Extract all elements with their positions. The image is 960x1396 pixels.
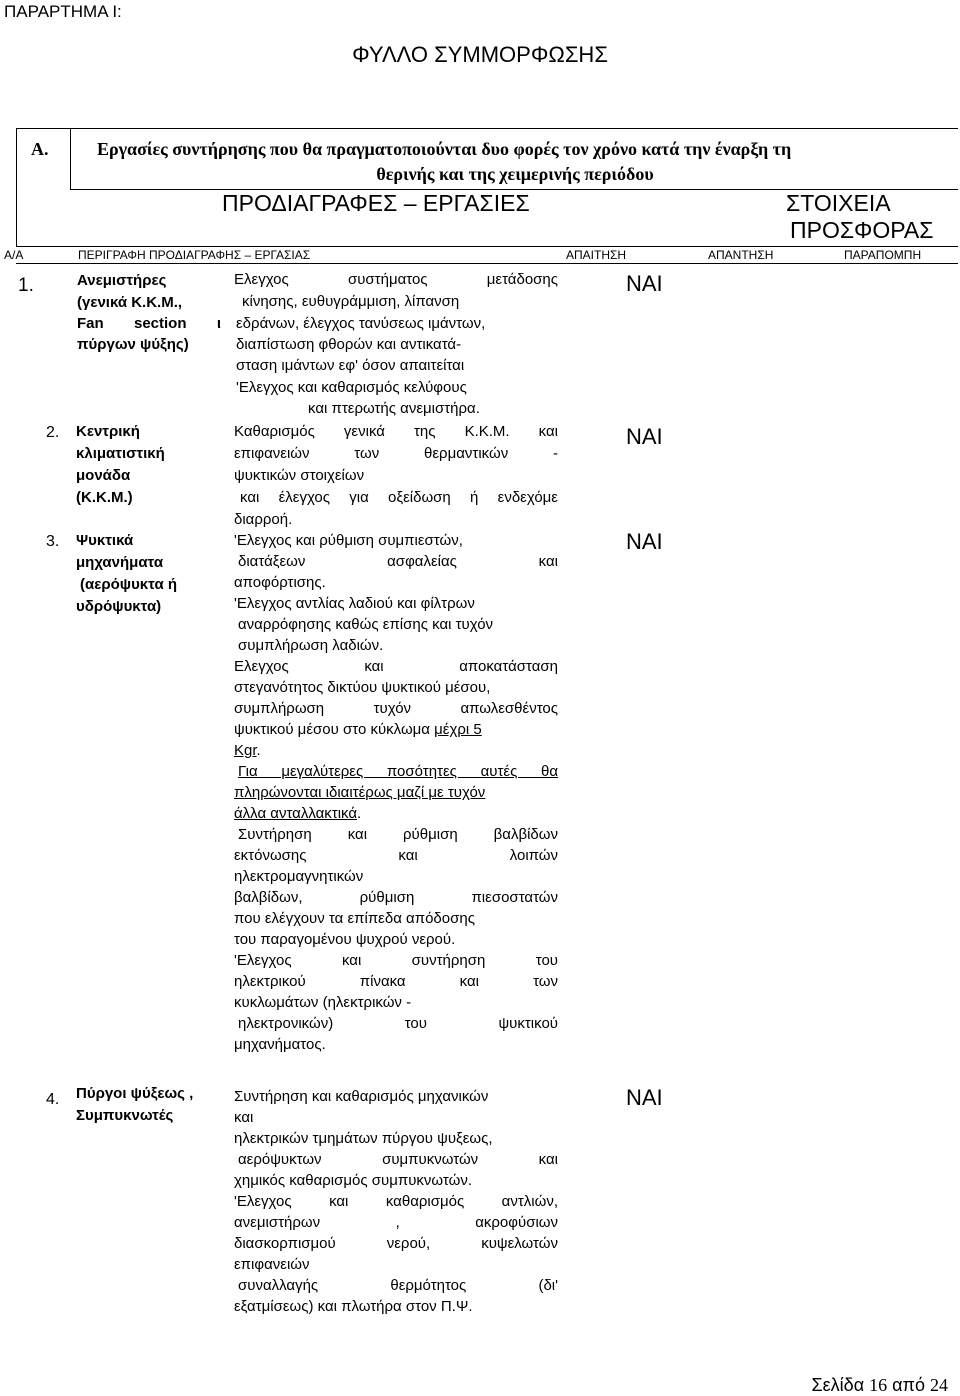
row-number: 4. — [46, 1091, 60, 1108]
requirement-yes: ΝΑΙ — [626, 424, 663, 449]
row-category: (αερόψυκτα ή — [80, 576, 178, 593]
row-description-line: πληρώνονται ιδιαιτέρως μαζί με τυχόν — [234, 784, 486, 801]
row-description-line: και έλεγχος για οξείδωση ή ενδεχόμε — [240, 489, 558, 506]
row-category: μηχανήματα — [76, 554, 164, 571]
row-description-line: ηλεκτρικών τμημάτων πύργου ψυξεως, — [234, 1130, 493, 1147]
row-category: Κεντρική — [76, 423, 140, 440]
refrigerant-unit-text: Kgr — [234, 742, 257, 759]
row-category: Πύργοι ψύξεως , — [76, 1085, 194, 1102]
footer-page-number: 16 — [869, 1375, 888, 1395]
row-description-line: Συντήρηση και καθαρισμός μηχανικών — [234, 1088, 489, 1105]
row-category: Συμπυκνωτές — [76, 1107, 174, 1124]
row-description-line: 'Ελεγχος και ρύθμιση συμπιεστών, — [234, 532, 463, 549]
row-description-line: κίνησης, ευθυγράμμιση, λίπανση — [242, 293, 460, 310]
row-description-line: διατάξεων ασφαλείας και — [238, 553, 558, 570]
row-category: υδρόψυκτα) — [76, 598, 162, 615]
row-description-line: ηλεκτρικού πίνακα και των — [234, 973, 558, 990]
row-description-line: που ελέγχουν τα επίπεδα απόδοσης — [234, 910, 475, 927]
specs-heading: ΠΡΟΔΙΑΓΡΑΦΕΣ – ΕΡΓΑΣΙΕΣ — [222, 190, 530, 216]
row-description-line: 'Ελεγχος και καθαρισμός αντλιών, — [234, 1193, 558, 1210]
row-category: (Κ.Κ.Μ.) — [76, 489, 133, 506]
document-title: ΦΥΛΛΟ ΣΥΜΜΟΡΦΩΣΗΣ — [352, 42, 608, 67]
offer-heading-line2: ΠΡΟΣΦΟΡΑΣ — [790, 217, 934, 243]
row-description-line: Ελεγχος συστήματος μετάδοσης — [234, 271, 558, 288]
requirement-yes: ΝΑΙ — [626, 1085, 663, 1110]
table-header-bottom-line — [16, 263, 958, 264]
row-description-line: διαρροή. — [234, 511, 293, 528]
row-description-line: και — [234, 1109, 254, 1126]
row-description-line: αποφόρτισης. — [234, 574, 326, 591]
row-description-line: ψυκτικών στοιχείων — [234, 467, 365, 484]
row-description-line: διασκορπισμού νερού, κυψελωτών — [234, 1235, 558, 1252]
requirement-yes: ΝΑΙ — [626, 271, 663, 296]
row-number: 2. — [46, 424, 60, 441]
section-title-line1: Εργασίες συντήρησης που θα πραγματοποιούνται δυο φορές τον χρόνο κατά την έναρξη τη — [97, 139, 792, 159]
row-description-line: ανεμιστήρων , ακροφύσιων — [234, 1214, 558, 1231]
row-description-line: χημικός καθαρισμός συμπυκνωτών. — [234, 1172, 473, 1189]
row-description-line: επιφανειών των θερμαντικών - — [234, 445, 558, 462]
row-description-line: επιφανειών — [234, 1256, 310, 1273]
row-description-line: διαπίστωση φθορών και αντικατά- — [236, 336, 462, 353]
row-description-line: του παραγομένου ψυχρού νερού. — [234, 931, 456, 948]
row-description-line: σταση ιμάντων εφ' όσον απαιτείται — [236, 357, 465, 374]
table-left-border — [16, 128, 17, 246]
row-description-line: στεγανότητος δικτύου ψυκτικού μέσου, — [234, 679, 491, 696]
row-description-line: ψυκτικού μέσου στο κύκλωμα — [234, 721, 430, 738]
row-description-line: και πτερωτής ανεμιστήρα. — [308, 400, 480, 417]
section-title-line2: θερινής και της χειμερινής περιόδου — [376, 164, 654, 184]
row-description-line: συμπλήρωση τυχόν απωλεσθέντος — [234, 700, 558, 717]
offer-heading-line1: ΣΤΟΙΧΕΙΑ — [786, 190, 891, 216]
row-description-line: ηλεκτρονικών) του ψυκτικού — [238, 1015, 558, 1032]
row-description-line: 'Ελεγχος και συντήρηση του — [234, 952, 558, 969]
row-description-line: Καθαρισμός γενικά της Κ.Κ.Μ. και — [234, 423, 558, 440]
row-description-line: 'Ελεγχος αντλίας λαδιού και φίλτρων — [234, 595, 475, 612]
col-header-answer: ΑΠΑΝΤΗΣΗ — [708, 248, 774, 262]
row-description-line: ηλεκτρομαγνητικών — [234, 868, 364, 885]
row-description-line: συμπλήρωση λαδιών. — [238, 637, 384, 654]
col-header-aa: Α/Α — [4, 248, 24, 262]
table-top-border — [16, 128, 958, 129]
col-header-reference: ΠΑΡΑΠΟΜΠΗ — [844, 248, 922, 262]
col-header-requirement: ΑΠΑΙΤΗΣΗ — [566, 248, 627, 262]
row-description-line: συναλλαγής θερμότητος (δι' — [238, 1277, 558, 1294]
col-header-description: ΠΕΡΙΓΡΑΦΗ ΠΡΟΔΙΑΓΡΑΦΗΣ – ΕΡΓΑΣΙΑΣ — [78, 248, 311, 262]
footer-page-label: Σελίδα — [811, 1375, 865, 1395]
footer-total-pages: 24 — [930, 1375, 948, 1395]
page-footer — [812, 1375, 948, 1396]
row-category: Fan section ι — [77, 315, 221, 332]
row-description-line: 'Ελεγχος και καθαρισμός κελύφους — [236, 379, 467, 396]
row-description-line: εκτόνωσης και λοιπών — [234, 847, 558, 864]
row-description-line: κυκλωμάτων (ηλεκτρικών - — [234, 994, 412, 1011]
footer-of-label: από — [892, 1375, 925, 1395]
table-inner-divider — [70, 128, 71, 189]
row-category: Ανεμιστήρες — [77, 272, 167, 289]
row-description-line: εξατμίσεως) και πλωτήρα στον Π.Ψ. — [234, 1298, 473, 1315]
row-description-line: Ελεγχος και αποκατάσταση — [234, 658, 558, 675]
row-category: (γενικά Κ.Κ.Μ., — [77, 294, 183, 311]
row-category: πύργων ψύξης) — [77, 336, 189, 353]
table-header-top-line — [16, 246, 958, 247]
row-number: 3. — [46, 533, 60, 550]
row-description-line: αναρρόφησης καθώς επίσης και τυχόν — [238, 616, 494, 633]
row-description-line: Συντήρηση και ρύθμιση βαλβίδων — [238, 826, 558, 843]
row-description-line: εδράνων, έλεγχος τανύσεως ιμάντων, — [236, 315, 486, 332]
row-category: κλιματιστική — [76, 445, 165, 462]
row-description-line: άλλα ανταλλακτικά — [234, 805, 358, 822]
row-description-line: μηχανήματος. — [234, 1036, 326, 1053]
row-category: Ψυκτικά — [76, 532, 134, 549]
row-category: μονάδα — [76, 467, 131, 484]
section-letter: Α. — [31, 139, 49, 159]
row-description-line: Για μεγαλύτερες ποσότητες αυτές θα — [238, 763, 558, 780]
annex-title: ΠΑΡΑΡΤΗΜΑ Ι: — [4, 2, 122, 21]
row-number: 1. — [18, 275, 34, 296]
refrigerant-limit-text: μέχρι 5 — [434, 721, 482, 738]
row-description-line: αερόψυκτων συμπυκνωτών και — [238, 1151, 558, 1168]
requirement-yes: ΝΑΙ — [626, 529, 663, 554]
row-description-line: βαλβίδων, ρύθμιση πιεσοστατών — [234, 889, 558, 906]
